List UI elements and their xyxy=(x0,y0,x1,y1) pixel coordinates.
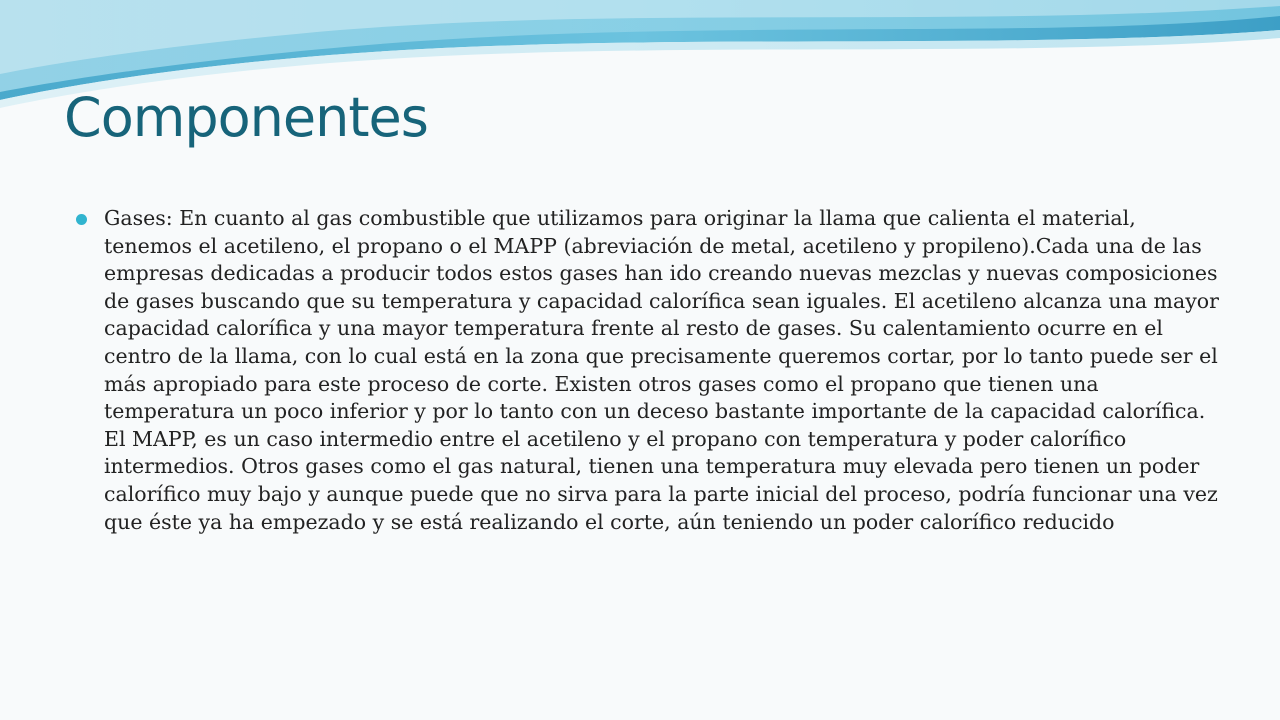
slide-body xyxy=(76,205,1226,536)
bullet-item xyxy=(76,205,1226,536)
bullet-text: Gases: En cuanto al gas combustible que utilizamos para originar la llama que calienta el material, tenemos el acetileno, el propano o el MAPP (abreviación de metal, acetileno y propileno).Cada una de las empresas dedicadas a producir todos estos gases han ido creando nuevas mezclas y nuevas composiciones de gases buscando que su temperatura y capacidad calorífica sean iguales. El acetileno alcanza una mayor capacidad calorífica y una mayor temperatura frente al resto de gases. Su calentamiento ocurre en el centro de la llama, con lo cual está en la zona que precisamente queremos cortar, por lo tanto puede ser el más apropiado para este proceso de corte. Existen otros gases como el propano que tienen una temperatura un poco inferior y por lo tanto con un deceso bastante importante de la capacidad calorífica. El MAPP, es un caso intermedio entre el acetileno y el propano con temperatura y poder calorífico intermedios. Otros gases como el gas natural, tienen una temperatura muy elevada pero tienen un poder calorífico muy bajo y aunque puede que no sirva para la parte inicial del proceso, podría funcionar una vez que éste ya ha empezado y se está realizando el corte, aún teniendo un poder calorífico reducido xyxy=(104,206,1219,534)
bullet-icon xyxy=(76,214,87,225)
slide-title: Componentes xyxy=(64,86,428,149)
